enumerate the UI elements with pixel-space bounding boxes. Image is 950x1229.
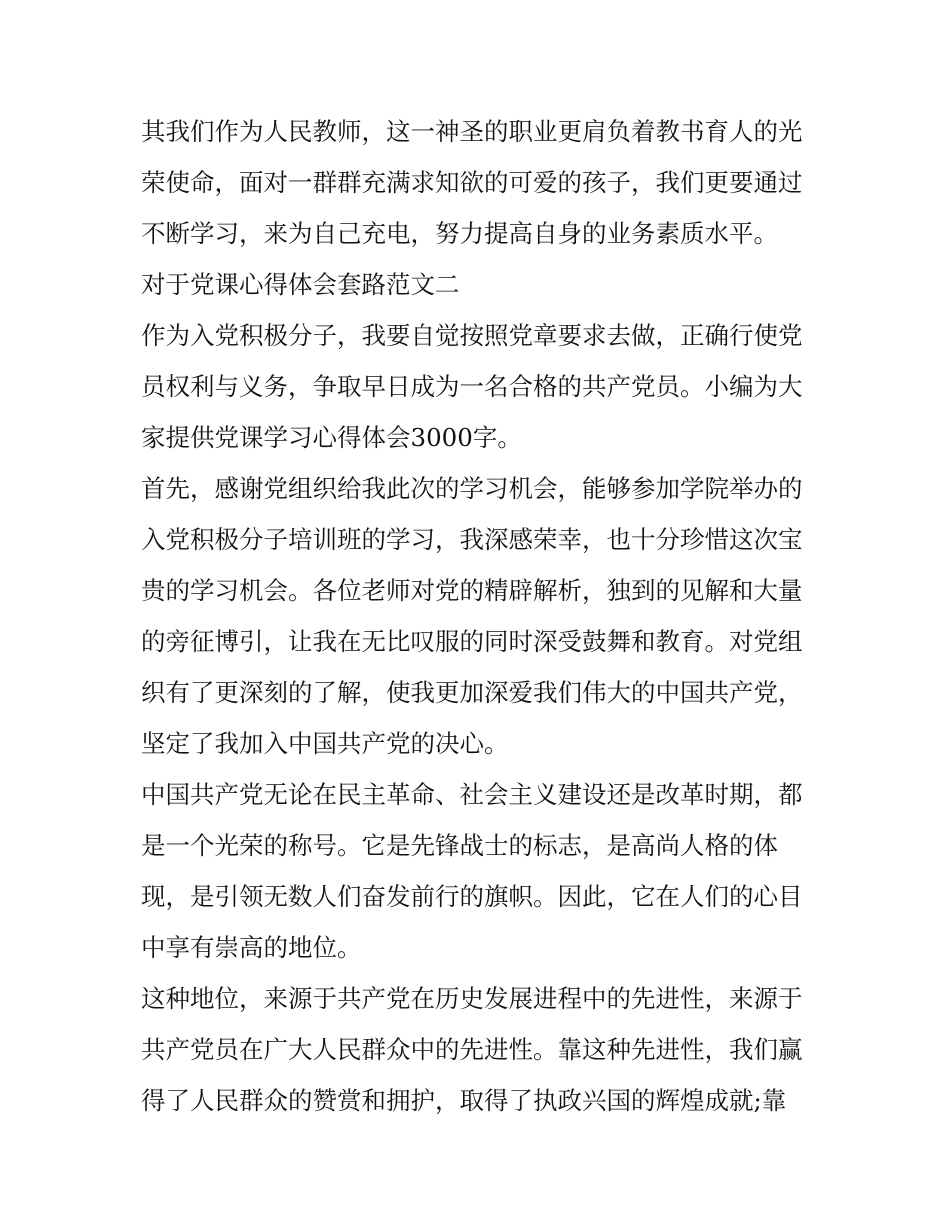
text-line: 其我们作为人民教师，这一神圣的职业更肩负着教书育人的光	[141, 117, 803, 146]
text-line: 入党积极分子培训班的学习，我深感荣幸，也十分珍惜这次宝	[141, 525, 803, 554]
text-line: 是一个光荣的称号。它是先锋战士的标志，是高尚人格的体	[141, 831, 778, 860]
text-line: 这种地位，来源于共产党在历史发展进程中的先进性，来源于	[141, 984, 803, 1013]
text-line: 坚定了我加入中国共产党的决心。	[141, 729, 509, 758]
text-line: 的旁征博引，让我在无比叹服的同时深受鼓舞和教育。对党组	[141, 627, 803, 656]
text-line: 中享有崇高的地位。	[141, 933, 362, 962]
text-line: 共产党员在广大人民群众中的先进性。靠这种先进性，我们赢	[141, 1035, 803, 1064]
text-line: 家提供党课学习心得体会3000字。	[141, 423, 522, 452]
section-heading: 对于党课心得体会套路范文二	[141, 270, 460, 299]
text-line: 现，是引领无数人们奋发前行的旗帜。因此，它在人们的心目	[141, 882, 803, 911]
text-line: 员权利与义务，争取早日成为一名合格的共产党员。小编为大	[141, 372, 803, 401]
text-line: 作为入党积极分子，我要自觉按照党章要求去做，正确行使党	[141, 321, 803, 350]
text-line: 贵的学习机会。各位老师对党的精辟解析，独到的见解和大量	[141, 576, 803, 605]
text-line: 不断学习，来为自己充电，努力提高自身的业务素质水平。	[141, 219, 778, 248]
text-line: 得了人民群众的赞赏和拥护，取得了执政兴国的辉煌成就;靠	[141, 1086, 787, 1115]
text-line: 中国共产党无论在民主革命、社会主义建设还是改革时期，都	[141, 780, 803, 809]
document-body	[141, 106, 821, 1126]
text-line: 首先，感谢党组织给我此次的学习机会，能够参加学院举办的	[141, 474, 803, 503]
text-line: 织有了更深刻的了解，使我更加深爱我们伟大的中国共产党，	[141, 678, 803, 707]
text-line: 荣使命，面对一群群充满求知欲的可爱的孩子，我们更要通过	[141, 168, 803, 197]
